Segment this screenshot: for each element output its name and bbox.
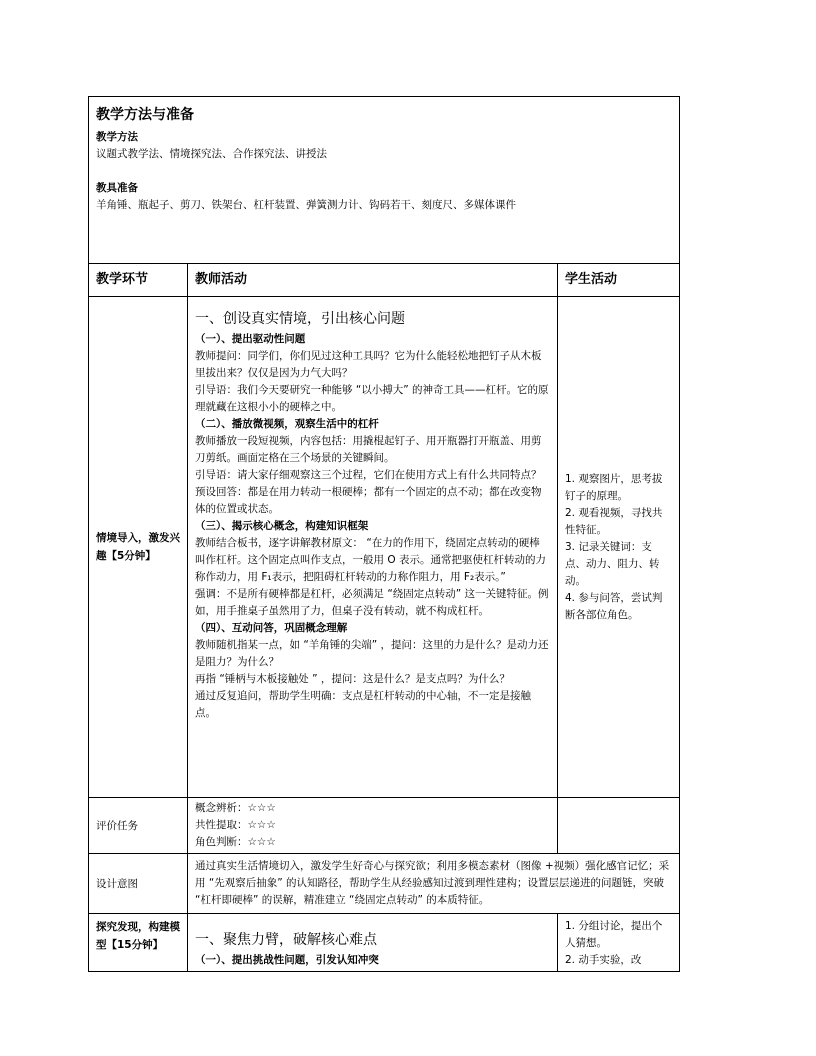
stage1-paragraph: 预设回答：都是在用力转动一根硬棒；都有一个固定的点不动；都在改变物体的位置或状态。 [195, 486, 542, 515]
methods-text: 议题式教学法、情境探究法、合作探究法、讲授法 [96, 148, 327, 160]
methods-heading: 教学方法 [96, 131, 138, 143]
stage1-paragraph: 教师播放一段短视频，内容包括：用撬棍起钉子、用开瓶器打开瓶盖、用剪刀剪纸。画面定格在三个场景的关键瞬间。 [195, 435, 542, 464]
eval-row [89, 798, 680, 854]
stage2-student-cell [558, 914, 680, 972]
stage1-paragraph: 引导语：我们今天要研究一种能够 “以小搏大” 的神奇工具——杠杆。它的原理就藏在这根小小的硬棒之中。 [195, 384, 549, 413]
stage1-subheading: （一）、提出驱动性问题 [195, 333, 306, 345]
stage1-student-item: 3. 记录关键词：支点、动力、阻力、转动。 [565, 540, 660, 587]
stage1-paragraph: 教师结合板书，逐字讲解教材原文： “在力的作用下，绕固定点转动的硬棒叫作杠杆。这个固定点叫作支点，一般用 O 表示。通常把驱使杠杆转动的力称作动力，用 F₁表示，把阻碍杠杆转动的力称作阻力，用 F₂表示。” [195, 537, 546, 583]
stage1-row [89, 297, 680, 798]
stage1-paragraph: 引导语：请大家仔细观察这三个过程，它们在使用方式上有什么共同特点？ [195, 469, 542, 481]
stage1-subheading: （三）、揭示核心概念，构建知识框架 [195, 520, 369, 532]
lesson-plan-table [88, 96, 680, 972]
header-teacher: 教师活动 [188, 264, 558, 297]
stage1-student-item: 1. 观察图片，思考拔钉子的原理。 [565, 472, 663, 502]
stage1-paragraph: 教师提问：同学们，你们见过这种工具吗？它为什么能轻松地把钉子从木板里拔出来？仅仅是因为力气大吗？ [195, 350, 542, 379]
document-page [88, 96, 679, 966]
header-student: 学生活动 [558, 264, 680, 297]
stage1-student-cell [558, 297, 680, 798]
design-row [89, 854, 680, 914]
design-label: 设计意图 [89, 854, 188, 914]
stage1-paragraph: 再指 “锤柄与木板接触处 ” ，提问：这是什么？是支点吗？为什么？ [195, 673, 510, 685]
design-text: 通过真实生活情境切入，激发学生好奇心与探究欲；利用多模态素材（图像 +视频）强化感官记忆；采用 “先观察后抽象” 的认知路径，帮助学生从经验感知过渡到理性建构；设置层层递进的问题链，突破 “杠杆即硬棒” 的误解，精准建立 “绕固定点转动” 的本质特征。 [188, 854, 680, 914]
stage1-student-item: 4. 参与问答，尝试判断各部位角色。 [565, 591, 663, 621]
tools-text: 羊角锤、瓶起子、剪刀、铁架台、杠杆装置、弹簧测力计、钩码若干、刻度尺、多媒体课件 [96, 199, 516, 211]
eval-items-cell [188, 798, 558, 854]
stage2-section-title: 一、聚焦力臂，破解核心难点 [195, 932, 377, 948]
stage1-paragraph: 通过反复追问，帮助学生明确：支点是杠杆转动的中心轴，不一定是接触点。 [195, 690, 531, 719]
stage2-student-item: 1. 分组讨论，提出个人猜想。 [565, 920, 663, 949]
eval-item: 概念辨析：☆☆☆ [195, 802, 276, 814]
stage1-student-item: 2. 观看视频，寻找共性特征。 [565, 506, 663, 536]
eval-item: 角色判断：☆☆☆ [195, 836, 276, 848]
prep-title: 教学方法与准备 [96, 107, 194, 123]
stage1-paragraph: 强调：不是所有硬棒都是杠杆，必须满足 “绕固定点转动” 这一关键特征。例如，用手推桌子虽然用了力，但桌子没有转动，就不构成杠杆。 [195, 588, 549, 617]
prep-row [89, 97, 680, 264]
eval-empty-cell [558, 798, 680, 854]
stage2-label: 探究发现，构建模型【15分钟】 [89, 914, 188, 972]
stage1-subheading: （四）、互动问答，巩固概念理解 [195, 622, 348, 634]
stage2-first-line: （一）、提出挑战性问题，引发认知冲突 [195, 954, 379, 966]
stage1-teacher-lines [195, 331, 550, 722]
stage2-teacher-cell [188, 914, 558, 972]
tools-heading: 教具准备 [96, 182, 138, 194]
stage1-teacher-cell [188, 297, 558, 798]
header-stage: 教学环节 [89, 264, 188, 297]
stage2-student-item: 2. 动手实验，改 [565, 954, 642, 966]
stage1-paragraph: 教师随机指某一点，如 “羊角锤的尖端” ，提问：这里的力是什么？是动力还是阻力？为什么？ [195, 639, 549, 668]
stage1-subheading: （二）、播放微视频，观察生活中的杠杆 [195, 418, 379, 430]
stage1-label: 情境导入，激发兴趣【5分钟】 [89, 297, 188, 798]
eval-item: 共性提取：☆☆☆ [195, 819, 276, 831]
header-row [89, 264, 680, 297]
stage2-row [89, 914, 680, 972]
eval-label: 评价任务 [89, 798, 188, 854]
stage1-section-title: 一、创设真实情境，引出核心问题 [195, 311, 405, 327]
